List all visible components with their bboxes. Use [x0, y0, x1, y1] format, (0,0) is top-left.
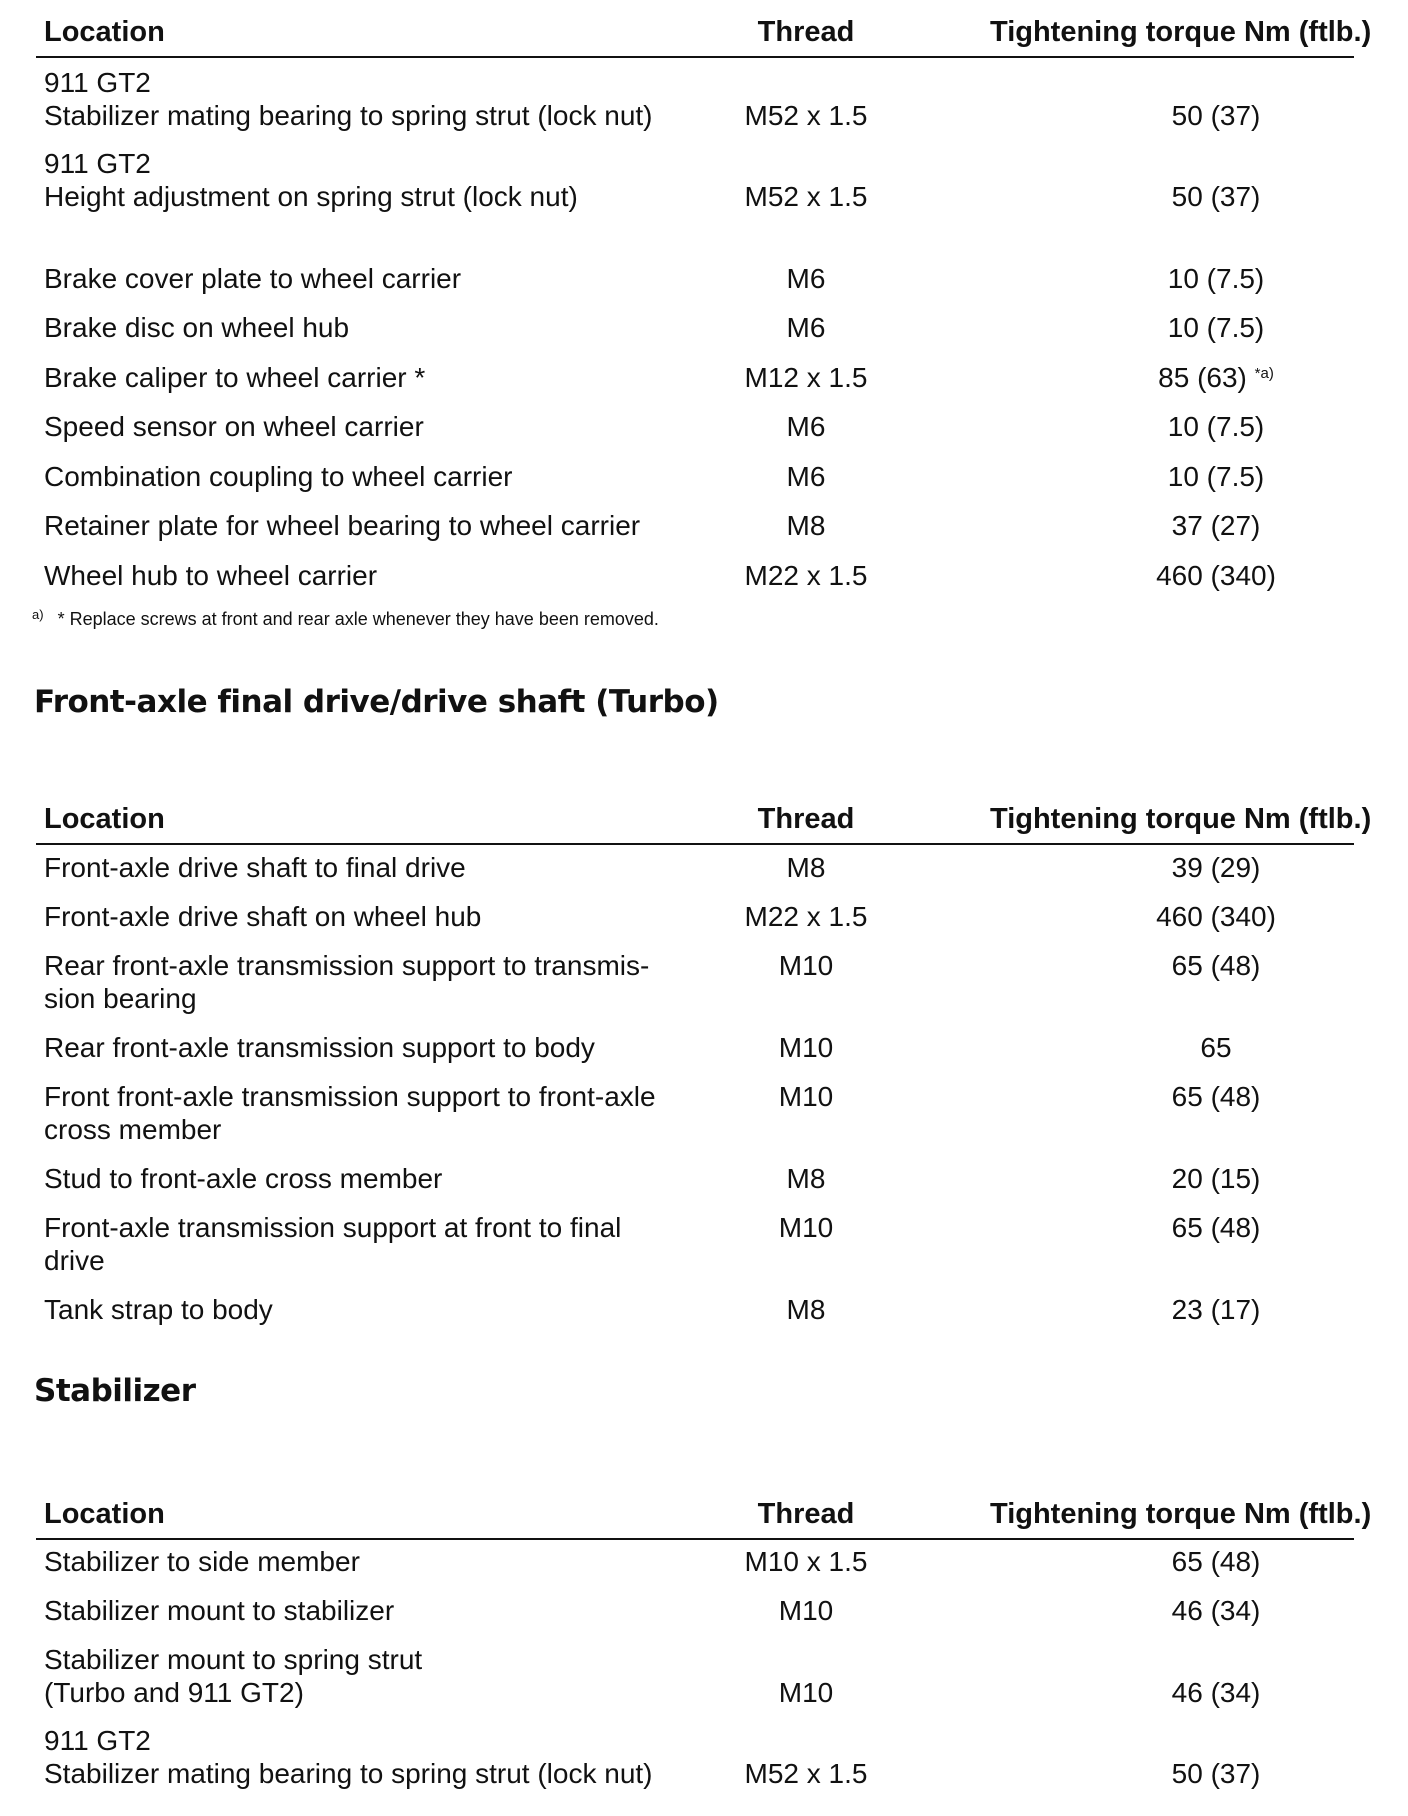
row-thread: M6 — [786, 411, 826, 442]
row-location-text: Stabilizer mating bearing to spring strut (lock nut) — [44, 100, 653, 131]
row-torque: 50 (37) — [1171, 100, 1261, 131]
row-location: Brake caliper to wheel carrier * — [44, 362, 426, 393]
row-location — [44, 949, 650, 1015]
row-torque: 23 (17) — [1171, 1294, 1261, 1325]
row-location-line: Front front-axle transmission support to front-axle — [44, 1081, 656, 1112]
header-thread: Thread — [757, 803, 855, 835]
header-thread: Thread — [757, 1498, 855, 1530]
row-location: Brake cover plate to wheel carrier — [44, 263, 462, 294]
header-location: Location — [44, 1498, 165, 1530]
row-location: Stud to front-axle cross member — [44, 1163, 443, 1194]
row-location: Stabilizer to side member — [44, 1546, 360, 1577]
row-torque: 65 — [1200, 1032, 1232, 1063]
row-thread: M6 — [786, 312, 826, 343]
section-title-final-drive: Front-axle final drive/drive shaft (Turbo) — [34, 684, 719, 720]
row-thread: M10 — [778, 950, 834, 981]
header-torque: Tightening torque Nm (ftlb.) — [990, 803, 1372, 835]
row-torque-value: 85 (63) — [1158, 362, 1247, 393]
header-location: Location — [44, 803, 165, 835]
row-location-text: Stabilizer mating bearing to spring strut (lock nut) — [44, 1758, 653, 1789]
row-torque: 10 (7.5) — [1167, 411, 1265, 442]
row-torque: 460 (340) — [1156, 901, 1276, 932]
table-header — [36, 793, 1372, 845]
row-thread: M12 x 1.5 — [744, 362, 868, 393]
row-location: Wheel hub to wheel carrier — [44, 560, 378, 591]
row-thread: M10 — [778, 1212, 834, 1243]
row-torque: 10 (7.5) — [1167, 312, 1265, 343]
table-header — [36, 1488, 1372, 1540]
row-torque: 50 (37) — [1171, 1758, 1261, 1789]
row-thread: M10 — [778, 1081, 834, 1112]
row-torque: 65 (48) — [1171, 1546, 1261, 1577]
row-thread: M10 — [778, 1595, 834, 1626]
header-torque: Tightening torque Nm (ftlb.) — [990, 16, 1372, 48]
row-location-line: Front-axle transmission support at front to final — [44, 1212, 622, 1243]
row-thread: M22 x 1.5 — [744, 560, 868, 591]
row-torque: 37 (27) — [1171, 510, 1261, 541]
row-thread: M22 x 1.5 — [744, 901, 868, 932]
row-thread: M8 — [786, 1163, 826, 1194]
row-thread: M10 x 1.5 — [744, 1546, 868, 1577]
row-location — [44, 1643, 644, 1709]
row-location: Retainer plate for wheel bearing to wheel carrier — [44, 510, 641, 541]
row-location — [44, 147, 644, 213]
row-thread: M52 x 1.5 — [744, 100, 868, 131]
row-torque — [1066, 361, 1366, 394]
row-thread: M10 — [778, 1677, 834, 1708]
row-thread: M8 — [786, 1294, 826, 1325]
row-torque: 39 (29) — [1171, 852, 1261, 883]
row-location-line: Rear front-axle transmission support to transmis- — [44, 950, 650, 981]
row-location: Front-axle drive shaft on wheel hub — [44, 901, 482, 932]
row-torque: 10 (7.5) — [1167, 461, 1265, 492]
table-header — [36, 6, 1372, 58]
footnote-reference: *a) — [1254, 365, 1274, 382]
section-title-stabilizer: Stabilizer — [34, 1373, 196, 1409]
row-location-text: Height adjustment on spring strut (lock nut) — [44, 181, 578, 212]
header-torque: Tightening torque Nm (ftlb.) — [990, 1498, 1372, 1530]
row-torque: 65 (48) — [1171, 950, 1261, 981]
row-thread: M6 — [786, 263, 826, 294]
row-thread: M52 x 1.5 — [744, 1758, 868, 1789]
torque-table-1 — [36, 6, 1372, 591]
row-location — [44, 66, 653, 132]
row-torque: 46 (34) — [1171, 1677, 1261, 1708]
header-thread: Thread — [757, 16, 855, 48]
torque-table-3 — [36, 1488, 1372, 1789]
header-location: Location — [44, 16, 165, 48]
row-thread: M6 — [786, 461, 826, 492]
row-location-line: drive — [44, 1245, 105, 1276]
row-thread: M8 — [786, 852, 826, 883]
row-location: Front-axle drive shaft to final drive — [44, 852, 466, 883]
row-torque: 65 (48) — [1171, 1081, 1261, 1112]
row-torque: 20 (15) — [1171, 1163, 1261, 1194]
row-model: 911 GT2 — [44, 67, 151, 98]
row-location: Stabilizer mount to stabilizer — [44, 1595, 395, 1626]
row-thread: M52 x 1.5 — [744, 181, 868, 212]
row-location: Brake disc on wheel hub — [44, 312, 350, 343]
row-thread: M10 — [778, 1032, 834, 1063]
footnote-mark: a) — [32, 607, 44, 622]
row-location-line: sion bearing — [44, 983, 197, 1014]
row-location: Combination coupling to wheel carrier — [44, 461, 513, 492]
row-torque: 50 (37) — [1171, 181, 1261, 212]
row-thread: M8 — [786, 510, 826, 541]
row-torque: 10 (7.5) — [1167, 263, 1265, 294]
row-location: Speed sensor on wheel carrier — [44, 411, 424, 442]
footnote-text: * Replace screws at front and rear axle whenever they have been removed. — [57, 609, 659, 629]
row-torque: 460 (340) — [1156, 560, 1276, 591]
torque-table-2 — [36, 793, 1372, 1325]
row-location — [44, 1724, 653, 1790]
row-torque: 65 (48) — [1171, 1212, 1261, 1243]
row-location: Tank strap to body — [44, 1294, 273, 1325]
row-location — [44, 1211, 644, 1277]
row-location: Rear front-axle transmission support to body — [44, 1032, 595, 1063]
row-location-line: cross member — [44, 1114, 222, 1145]
row-location-line: (Turbo and 911 GT2) — [44, 1677, 304, 1708]
footnote — [32, 609, 659, 630]
row-model: 911 GT2 — [44, 1725, 151, 1756]
row-location — [44, 1080, 656, 1146]
row-location-line: Stabilizer mount to spring strut — [44, 1644, 423, 1675]
row-model: 911 GT2 — [44, 148, 151, 179]
row-torque: 46 (34) — [1171, 1595, 1261, 1626]
